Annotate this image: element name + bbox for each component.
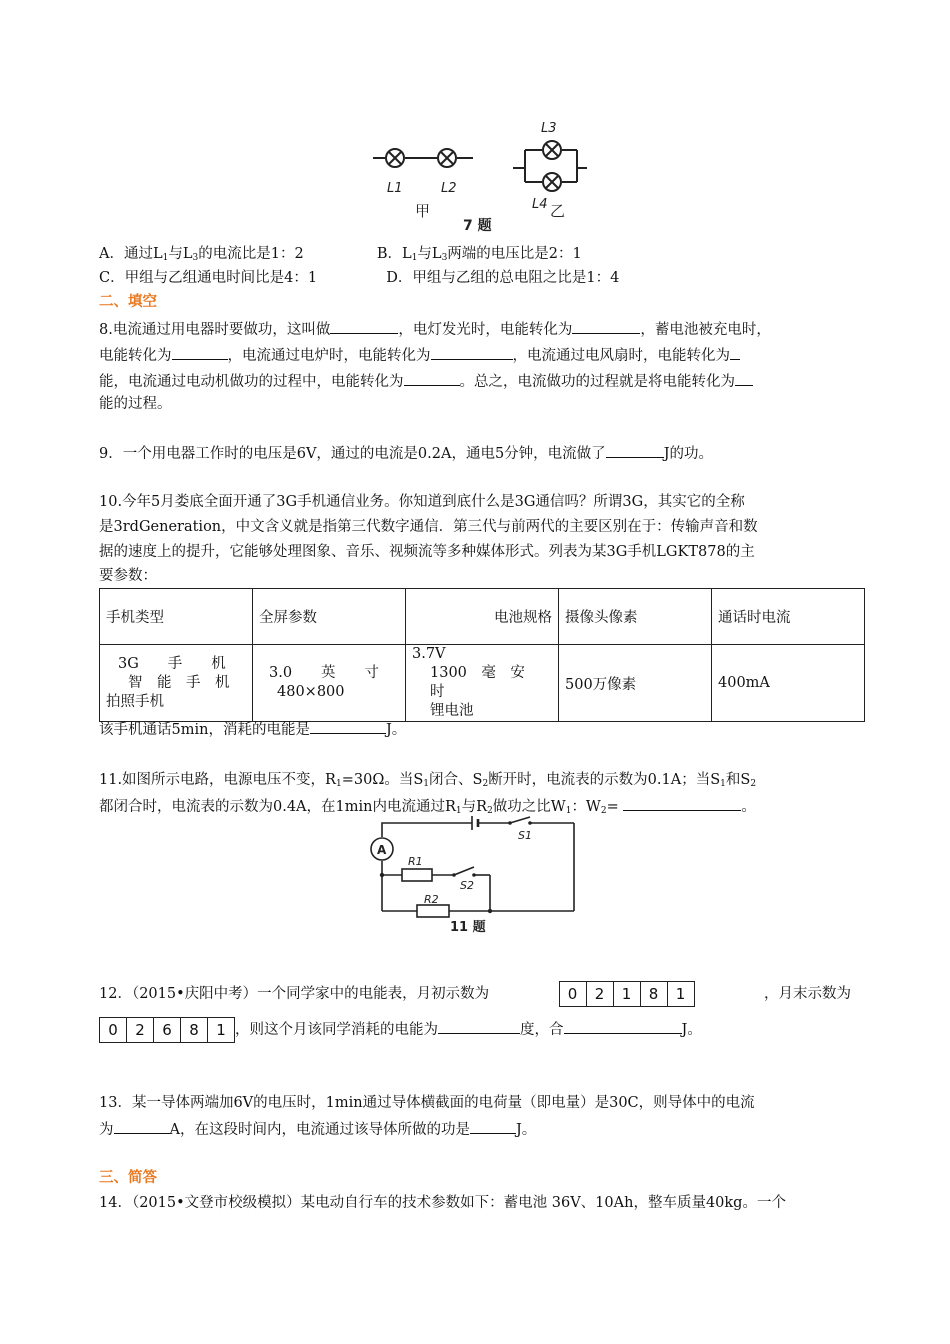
text: 9．一个用电器工作时的电压是6V，通过的电流是0.2A，通电5分钟，电流做了	[99, 446, 606, 462]
cell-line: 3.0 英 寸	[269, 665, 380, 681]
q10-line-4: 要参数：	[99, 568, 157, 584]
text: ，电流通过电炉时，电能转化为	[227, 348, 431, 364]
blank[interactable]	[438, 1018, 520, 1034]
meter-end-reading	[99, 1017, 235, 1043]
sub: 1	[455, 806, 462, 816]
q12-line-1-justified	[99, 981, 851, 1007]
figure-11-caption: 11 题	[450, 920, 486, 935]
meter-digit: 1	[675, 985, 686, 1003]
figure-7-circuits	[365, 112, 595, 236]
text: =30Ω。当S	[341, 772, 424, 788]
q7-c-text: C．甲组与乙组通电时间比是4：1	[99, 270, 318, 286]
text: 都闭合时，电流表的示数为0.4A，在1min内电流通过R	[99, 799, 456, 815]
meter-digit: 1	[614, 982, 641, 1006]
text: 电能转化为	[99, 348, 172, 364]
q11-line-1	[99, 770, 756, 794]
q7-d-text: D．甲组与乙组的总电阻之比是1：4	[386, 270, 620, 286]
cell-battery	[406, 645, 559, 722]
section-short-answer-heading: 三、简答	[99, 1170, 157, 1186]
q7-b-text: 与L	[417, 246, 442, 262]
meter-digit: 2	[587, 982, 614, 1006]
label-l3: L3	[541, 121, 557, 136]
q10-line-2: 是3rdGeneration，中文含义就是指第三代数字通信．第三代与前两代的主要区别在于：传输声音和数	[99, 519, 758, 535]
q10-after-table	[99, 718, 406, 740]
text: 断开时，电流表的示数为0.1A；当S	[488, 772, 721, 788]
blank[interactable]	[310, 718, 386, 734]
text: ，则这个月该同学消耗的电能为	[235, 1022, 438, 1038]
blank[interactable]	[470, 1118, 516, 1134]
text: 度，合	[520, 1022, 564, 1038]
q12-line-2	[99, 1016, 702, 1044]
cell-line: 锂电池	[430, 703, 474, 719]
label-l2: L2	[441, 181, 457, 196]
text: 8.电流通过用电器时要做功，这叫做	[99, 322, 331, 338]
th-camera: 摄像头像素	[559, 589, 712, 645]
blank[interactable]	[564, 1018, 682, 1034]
text: 11.如图所示电路，电源电压不变，R	[99, 772, 336, 788]
phone-spec-table	[99, 588, 865, 722]
blank[interactable]	[330, 318, 398, 334]
text: 和S	[725, 772, 751, 788]
q14-line-1: 14．（2015•文登市校级模拟）某电动自行车的技术参数如下：蓄电池 36V、10Ah，整车质量40kg。一个	[99, 1195, 786, 1211]
text: 。总之，电流做功的过程就是将电能转化为	[459, 374, 735, 390]
blank[interactable]	[730, 344, 740, 360]
label-l4: L4	[532, 197, 548, 212]
cell-line: 3.7V	[412, 646, 446, 662]
blank[interactable]	[172, 344, 228, 360]
cell-current: 400mA	[712, 645, 865, 722]
text: 与R	[461, 799, 488, 815]
blank[interactable]	[623, 795, 741, 811]
sub: 2	[482, 779, 489, 789]
meter-digit: 1	[216, 1021, 226, 1039]
q7-a-text: 与L	[168, 246, 193, 262]
sub: 1	[411, 253, 418, 263]
q8-line-2	[99, 344, 740, 366]
blank[interactable]	[572, 318, 640, 334]
blank[interactable]	[404, 370, 460, 386]
sub: 1	[720, 779, 726, 789]
q12-line-1	[99, 981, 851, 1007]
sub: 2	[600, 806, 607, 816]
text: ，电流通过电风扇时，电能转化为	[512, 348, 730, 364]
th-current: 通话时电流	[712, 589, 865, 645]
blank[interactable]	[606, 442, 664, 458]
q8-line-1	[99, 318, 771, 340]
q13-line-2	[99, 1118, 536, 1140]
q7-a-text: 的电流比是1：2	[198, 246, 304, 262]
sub: 1	[335, 779, 342, 789]
text: ，月末示数为	[764, 986, 851, 1002]
section-fill-blank-heading: 二、填空	[99, 294, 157, 310]
blank[interactable]	[431, 344, 513, 360]
meter-start-reading	[559, 981, 695, 1007]
text: 为	[99, 1122, 114, 1138]
cell-line: 拍照手机	[106, 693, 164, 710]
blank[interactable]	[114, 1118, 170, 1134]
q7-options-ab	[99, 244, 582, 268]
label-s1: S1	[518, 829, 532, 842]
th-screen: 全屏参数	[253, 589, 406, 645]
q7-options-cd	[99, 268, 619, 288]
label-r2: R2	[424, 893, 439, 906]
th-type: 手机类型	[100, 589, 253, 645]
text: 能，电流通过电动机做功的过程中，电能转化为	[99, 374, 404, 390]
sub: 2	[750, 779, 757, 789]
th-battery: 电池规格	[406, 589, 559, 645]
label-s2: S2	[460, 879, 474, 892]
label-r1: R1	[408, 855, 423, 868]
meter-digit: 8	[181, 1018, 208, 1042]
sub: 1	[423, 779, 430, 789]
label-yi: 乙	[550, 202, 566, 220]
q10-line-3: 据的速度上的提升，它能够处理图象、音乐、视频流等多种媒体形式。列表为某3G手机LGKT878的主	[99, 544, 755, 560]
meter-digit: 8	[641, 982, 668, 1006]
text: 该手机通话5min，消耗的电能是	[99, 722, 310, 738]
text: A，在这段时间内，电流通过该导体所做的功是	[169, 1122, 470, 1138]
text: J的功。	[663, 446, 713, 462]
meter-digit: 0	[100, 1018, 127, 1042]
blank[interactable]	[735, 370, 753, 386]
meter-digit: 6	[154, 1018, 181, 1042]
q7-b-text: 两端的电压比是2：1	[447, 246, 582, 262]
text: 闭合、S	[429, 772, 483, 788]
cell-camera: 500万像素	[559, 645, 712, 722]
label-jia: 甲	[415, 202, 431, 220]
cell-screen	[253, 645, 406, 722]
text: J。	[385, 722, 407, 738]
figure-7-caption: 7 题	[463, 218, 492, 234]
sub: 3	[192, 253, 199, 263]
q8-line-3	[99, 370, 753, 392]
cell-line: 1300 毫 安 时	[430, 665, 540, 700]
meter-digit: 0	[560, 982, 587, 1006]
cell-line: 3G 手 机	[118, 655, 226, 672]
text: ：W	[571, 799, 601, 815]
ammeter-label: A	[377, 843, 387, 857]
sub: 1	[162, 253, 169, 263]
text: ，蓄电池被充电时，	[640, 322, 771, 338]
text: 做功之比W	[492, 799, 566, 815]
text: =	[606, 799, 619, 815]
meter-digit: 2	[127, 1018, 154, 1042]
text: J。	[681, 1022, 702, 1038]
text: ，电灯发光时，电能转化为	[398, 322, 573, 338]
table-header-row	[100, 589, 865, 645]
label-l1: L1	[387, 181, 403, 196]
q10-line-1: 10.今年5月娄底全面开通了3G手机通信业务。你知道到底什么是3G通信吗？所谓3G，其实它的全称	[99, 494, 745, 510]
q13-line-1: 13．某一导体两端加6V的电压时，1min通过导体横截面的电荷量（即电量）是30C，则导体中的电流	[99, 1095, 755, 1111]
figure-11-circuit	[362, 815, 582, 937]
table-row	[100, 645, 865, 722]
q7-a-text: A．通过L	[99, 246, 163, 262]
q8-line-4: 能的过程。	[99, 396, 172, 412]
cell-line: 智 能 手 机	[128, 674, 230, 691]
text: 12．（2015•庆阳中考）一个同学家中的电能表，月初示数为	[99, 986, 490, 1002]
q7-b-text: B．L	[376, 246, 412, 262]
cell-line: 480×800	[277, 684, 345, 700]
sub: 1	[565, 806, 572, 816]
text: 。	[741, 799, 756, 815]
sub: 3	[441, 253, 448, 263]
sub: 2	[487, 806, 493, 816]
q9-line	[99, 442, 713, 464]
cell-type	[100, 645, 253, 722]
text: J。	[515, 1122, 537, 1138]
